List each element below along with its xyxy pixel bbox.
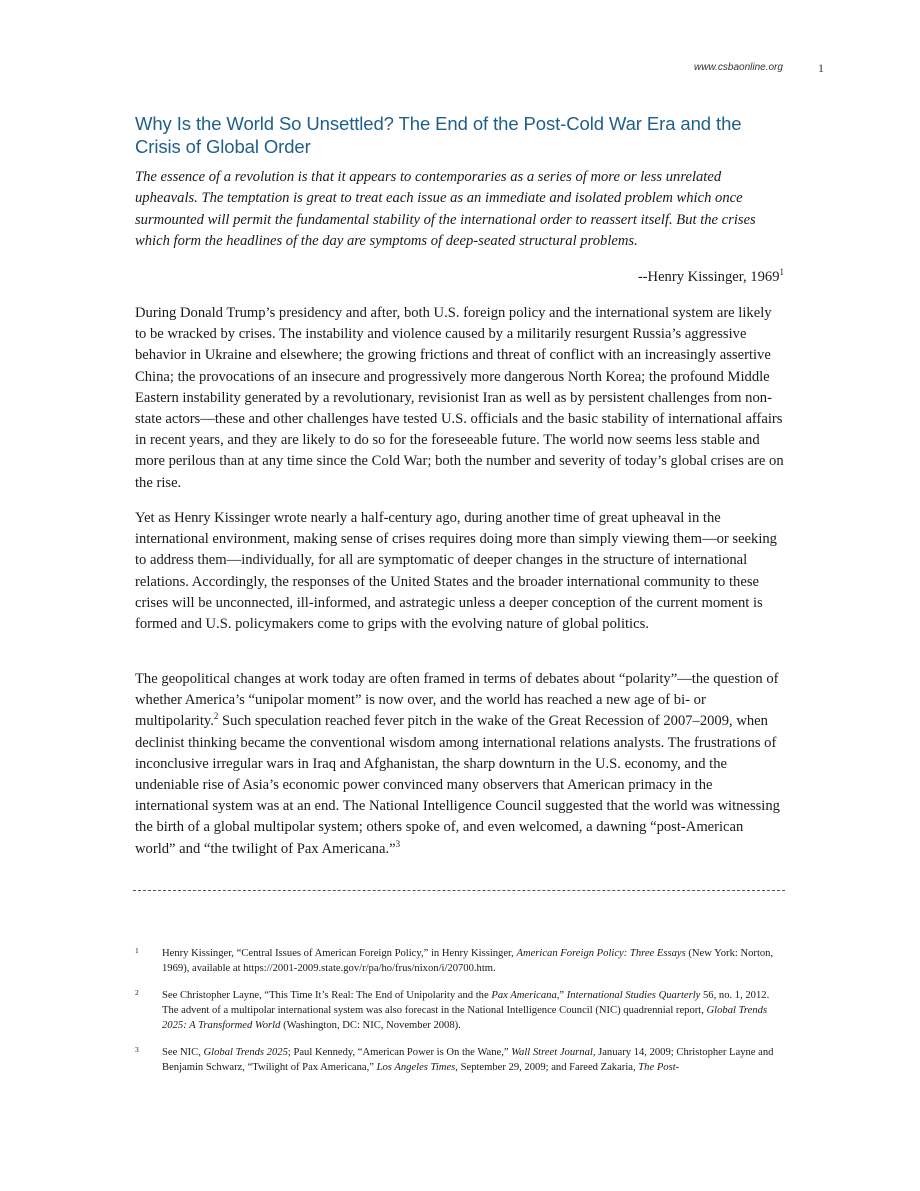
footnote-italic: Wall Street Journal [511,1047,593,1058]
footnote-1 [135,946,785,976]
footnote-text: ,” [556,990,567,1001]
footnotes [135,946,785,1087]
header-url: www.csbaonline.org [694,62,783,73]
footnote-ref-1[interactable]: 1 [779,267,784,278]
paragraph-2: Yet as Henry Kissinger wrote nearly a half-century ago, during another time of great upheaval in the international environment, making sense of crises requires doing more than simply viewing them—or seeking to address them—individually, for all are symptomatic of deeper changes in the structure of international relations. Accordingly, the responses of the United States and the broader international community to these crises will be unconnected, ill-informed, and astrategic unless a deeper conception of the current moment is formed and U.S. policymakers come to grips with the evolving nature of global politics. [135,510,777,633]
footnote-text: ; Paul Kennedy, “American Power is On the Wane,” [287,1047,512,1058]
footnote-text: , January 14, 2009; Christopher Layne and Benjamin Schwarz, “Twilight of Pax Americana,” [162,1047,774,1073]
footnote-text: Henry Kissinger, “Central Issues of American Foreign Policy,” in Henry Kissinger, [162,948,517,959]
page-number: 1 [818,61,824,75]
footnote-3 [135,1045,785,1075]
footnote-text: (New York: Norton, 1969), available at https://2001-2009.state.gov/r/pa/ho/frus/nixon/i/20700.htm. [162,948,774,974]
paragraph-3 [135,669,785,860]
footnote-number: 1 [135,946,139,955]
footnote-italic: American Foreign Policy: Three Essays [516,948,686,959]
paragraph-1: During Donald Trump’s presidency and after, both U.S. foreign policy and the international system are likely to be wracked by crises. The instability and violence caused by a militarily resurgent Russia’s aggressive behavior in Ukraine and elsewhere; the growing frictions and threat of conflict with an increasingly assertive China; the provocations of an insecure and progressively more dangerous North Korea; the profound Middle Eastern instability generated by a revolutionary, revisionist Iran as well as by persistent challenges from non-state actors—these and other challenges have tested U.S. officials and the basic stability of international affairs in recent years, and they are likely to do so for the foreseeable future. The world now seems less stable and more perilous than at any time since the Cold War; both the number and severity of today’s global crises are on the rise. [135,305,784,491]
footnote-italic: International Studies Quarterly [566,990,701,1001]
footnote-ref-2[interactable]: 2 [213,711,219,722]
footnote-2 [135,988,785,1033]
footnote-italic: The Post- [638,1062,680,1073]
epigraph-quote: The essence of a revolution is that it appears to contemporaries as a series of more or less unrelated upheavals. The temptation is great to treat each issue as an immediate and isolated problem which once surmounted will permit the fundamental stability of the international order to reassert itself. But the crises which form the headlines of the day are symptoms of deep-seated structural problems. [135,169,756,249]
footnote-text: 56, no. 1, 2012. The advent of a multipolar international system was also forecast in the National Intelligence Council (NIC) quadrennial report, [162,990,770,1016]
footnote-text: (Washington, DC: NIC, November 2008). [280,1020,461,1031]
footnote-italic: Pax Americana [491,990,557,1001]
epigraph-attribution [638,267,784,287]
paragraph-3-part-a: The geopolitical changes at work today are often framed in terms of debates about “polarity”—the question of whether America’s “unipolar moment” is now over, and the world has reached a new age of bi- or multipolarity. [135,671,779,730]
footnote-text: , September 29, 2009; and Fareed Zakaria, [455,1062,639,1073]
footnote-number: 3 [135,1045,139,1054]
footnote-ref-3[interactable]: 3 [395,838,401,849]
footnote-divider [133,890,785,891]
footnote-text: See Christopher Layne, “This Time It’s Real: The End of Unipolarity and the [162,990,492,1001]
footnote-italic: Global Trends 2025: A Transformed World [162,1005,768,1031]
document-title: Why Is the World So Unsettled? The End of the Post-Cold War Era and the Crisis of Global Order [135,113,742,157]
footnote-number: 2 [135,988,139,997]
paragraph-3-part-b: Such speculation reached fever pitch in the wake of the Great Recession of 2007–2009, when declinist thinking became the conventional wisdom among international relations analysts. The frustrations of inconclusive irregular wars in Iraq and Afghanistan, the sharp downturn in the U.S. economy, and the undeniable rise of Asia’s economic power convinced many observers that American primacy in the international system was at an end. The National Intelligence Council suggested that the world was witnessing the birth of a global multipolar system; others spoke of, and even welcomed, a dawning “post-American world” and “the twilight of Pax Americana.” [135,713,780,857]
footnote-italic: Los Angeles Times [376,1062,456,1073]
footnote-italic: Global Trends 2025 [203,1047,288,1058]
footnote-text: See NIC, [162,1047,204,1058]
attribution-text: --Henry Kissinger, 1969 [637,269,780,285]
